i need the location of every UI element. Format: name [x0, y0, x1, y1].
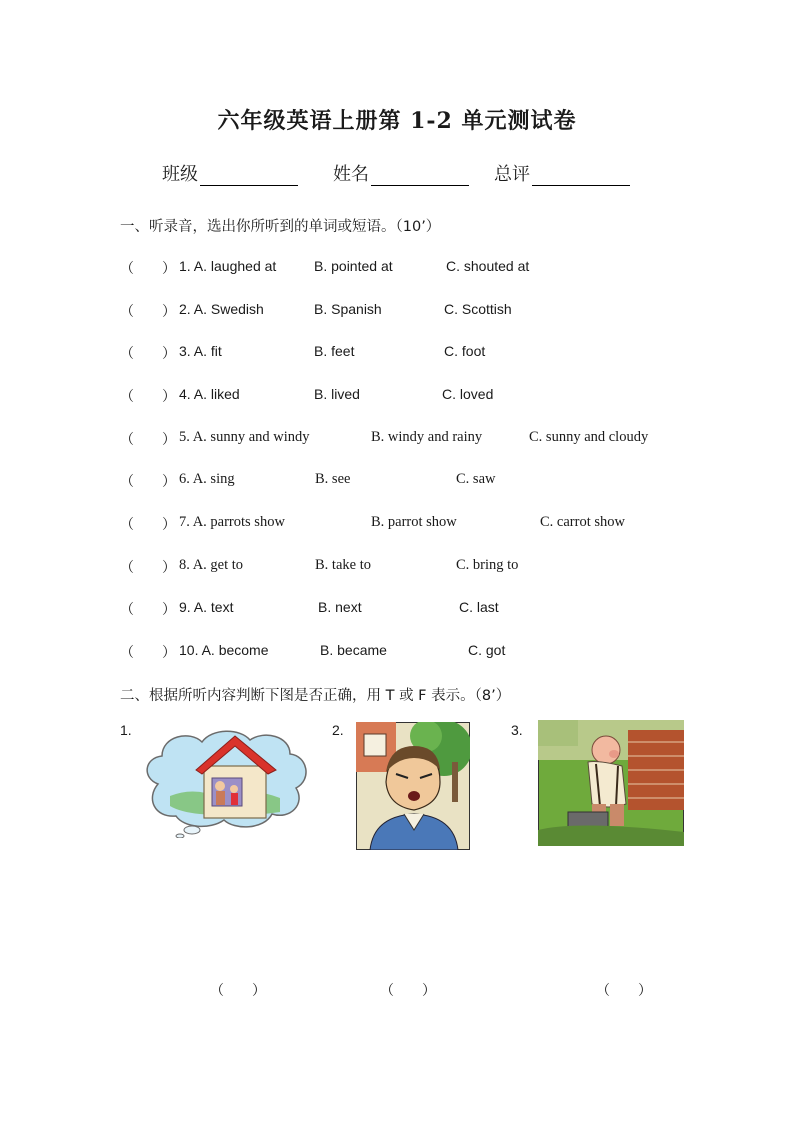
score-blank[interactable] — [532, 165, 630, 186]
option-a: 1. A. laughed at — [179, 258, 277, 274]
option-c: C. last — [459, 599, 499, 615]
house-thought-bubble-image — [140, 726, 312, 838]
class-blank[interactable] — [200, 165, 298, 186]
name-label: 姓名 — [333, 164, 369, 185]
answer-blank[interactable]: （ ） — [596, 983, 652, 999]
section2-heading: 二、根据所听内容判断下图是否正确，用 T 或 F 表示。（8’） — [120, 688, 511, 704]
option-c: C. saw — [456, 471, 496, 487]
option-a: 7. A. parrots show — [179, 514, 285, 530]
score-field — [494, 160, 630, 186]
option-a: 6. A. sing — [179, 471, 235, 487]
option-c: C. foot — [444, 343, 486, 359]
class-label: 班级 — [162, 164, 198, 185]
option-c: C. got — [468, 642, 506, 658]
option-a: 3. A. fit — [179, 343, 222, 359]
option-c: C. sunny and cloudy — [529, 429, 649, 445]
option-b: B. became — [320, 642, 387, 658]
page-title: 六年级英语上册第 1-2 单元测试卷 — [217, 108, 577, 134]
option-b: B. see — [315, 471, 351, 487]
name-field — [333, 160, 469, 186]
option-b: B. windy and rainy — [371, 429, 483, 445]
picture-number: 1. — [120, 722, 132, 738]
option-c: C. Scottish — [444, 301, 512, 317]
class-field — [162, 160, 298, 186]
picture-number: 2. — [332, 722, 344, 738]
score-label: 总评 — [494, 164, 530, 185]
option-b: B. take to — [315, 557, 371, 573]
answer-blank[interactable]: （ ） — [120, 474, 176, 490]
answer-blank[interactable]: （ ） — [120, 304, 176, 320]
option-a: 9. A. text — [179, 599, 234, 615]
option-a: 2. A. Swedish — [179, 301, 264, 317]
option-c: C. bring to — [456, 557, 519, 573]
answer-blank[interactable]: （ ） — [120, 346, 176, 362]
option-c: C. carrot show — [540, 514, 625, 530]
option-b: B. Spanish — [314, 301, 382, 317]
option-a: 10. A. become — [179, 642, 269, 658]
name-blank[interactable] — [371, 165, 469, 186]
picture-number: 3. — [511, 722, 523, 738]
answer-blank[interactable]: （ ） — [120, 560, 176, 576]
angry-man-image — [356, 722, 470, 850]
option-a: 4. A. liked — [179, 386, 240, 402]
answer-blank[interactable]: （ ） — [210, 983, 266, 999]
pig-building-wall-image — [538, 720, 684, 846]
option-a: 5. A. sunny and windy — [179, 429, 310, 445]
option-c: C. shouted at — [446, 258, 530, 274]
answer-blank[interactable]: （ ） — [120, 261, 176, 277]
section1-heading: 一、听录音，选出你所听到的单词或短语。（10’） — [120, 219, 441, 235]
option-a: 8. A. get to — [179, 557, 244, 573]
option-c: C. loved — [442, 386, 494, 402]
option-b: B. pointed at — [314, 258, 393, 274]
option-b: B. next — [318, 599, 362, 615]
answer-blank[interactable]: （ ） — [120, 389, 176, 405]
option-b: B. feet — [314, 343, 355, 359]
answer-blank[interactable]: （ ） — [120, 645, 176, 661]
option-b: B. lived — [314, 386, 360, 402]
answer-blank[interactable]: （ ） — [120, 432, 176, 448]
option-b: B. parrot show — [371, 514, 457, 530]
answer-blank[interactable]: （ ） — [120, 602, 176, 618]
answer-blank[interactable]: （ ） — [380, 983, 436, 999]
answer-blank[interactable]: （ ） — [120, 517, 176, 533]
